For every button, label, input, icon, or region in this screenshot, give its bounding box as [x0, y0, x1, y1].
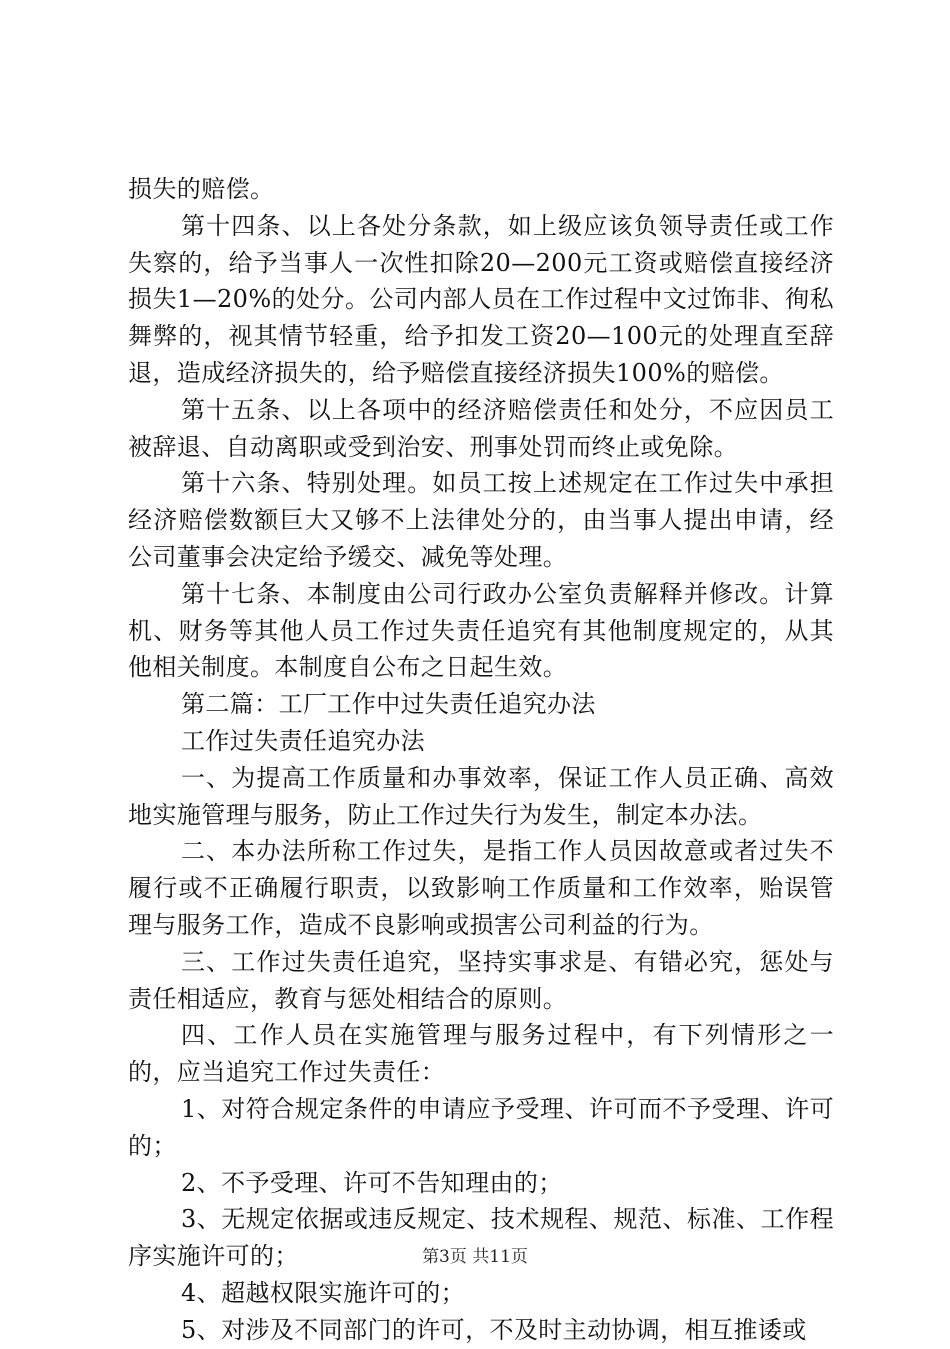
- document-body: [128, 171, 834, 1349]
- paragraph: 二、本办法所称工作过失，是指工作人员因故意或者过失不履行或不正确履行职责，以致影响工作质量和工作效率，贻误管理与服务工作，造成不良影响或损害公司利益的行为。: [128, 837, 834, 939]
- paragraph: 第十五条、以上各项中的经济赔偿责任和处分，不应因员工被辞退、自动离职或受到治安、刑事处罚而终止或免除。: [128, 395, 834, 461]
- page-number-footer: 第3页 共11页: [422, 1247, 528, 1267]
- list-item: 2、不予受理、许可不告知理由的；: [181, 1168, 563, 1197]
- list-item: 1、对符合规定条件的申请应予受理、许可而不予受理、许可的；: [128, 1094, 834, 1160]
- paragraph: 三、工作过失责任追究，坚持实事求是、有错必究，惩处与责任相适应，教育与惩处相结合的原则。: [128, 947, 834, 1013]
- document-title: 工作过失责任追究办法: [181, 726, 425, 755]
- paragraph: 损失的赔偿。: [128, 175, 275, 203]
- paragraph: 一、为提高工作质量和办事效率，保证工作人员正确、高效地实施管理与服务，防止工作过失行为发生，制定本办法。: [128, 763, 834, 829]
- section-heading: 第二篇：工厂工作中过失责任追究办法: [181, 690, 596, 719]
- paragraph: 四、工作人员在实施管理与服务过程中，有下列情形之一的，应当追究工作过失责任：: [128, 1021, 834, 1087]
- list-item: 5、对涉及不同部门的许可，不及时主动协调，相互推诿或: [181, 1315, 807, 1344]
- paragraph: 第十六条、特别处理。如员工按上述规定在工作过失中承担经济赔偿数额巨大又够不上法律处分的，由当事人提出申请，经公司董事会决定给予缓交、减免等处理。: [128, 469, 834, 571]
- list-item: 4、超越权限实施许可的；: [181, 1278, 466, 1307]
- paragraph: 第十四条、以上各处分条款，如上级应该负领导责任或工作失察的，给予当事人一次性扣除20—200元工资或赔偿直接经济损失1—20%的处分。公司内部人员在工作过程中文过饰非、徇私舞弊的，视其情节轻重，给予扣发工资20—100元的处理直至辞退，造成经济损失的，给予赔偿直接经济损失100%的赔偿。: [128, 211, 834, 387]
- list-item: 3、无规定依据或违反规定、技术规程、规范、标准、工作程序实施许可的；: [128, 1205, 834, 1271]
- paragraph: 第十七条、本制度由公司行政办公室负责解释并修改。计算机、财务等其他人员工作过失责任追究有其他制度规定的，从其他相关制度。本制度自公布之日起生效。: [128, 579, 834, 682]
